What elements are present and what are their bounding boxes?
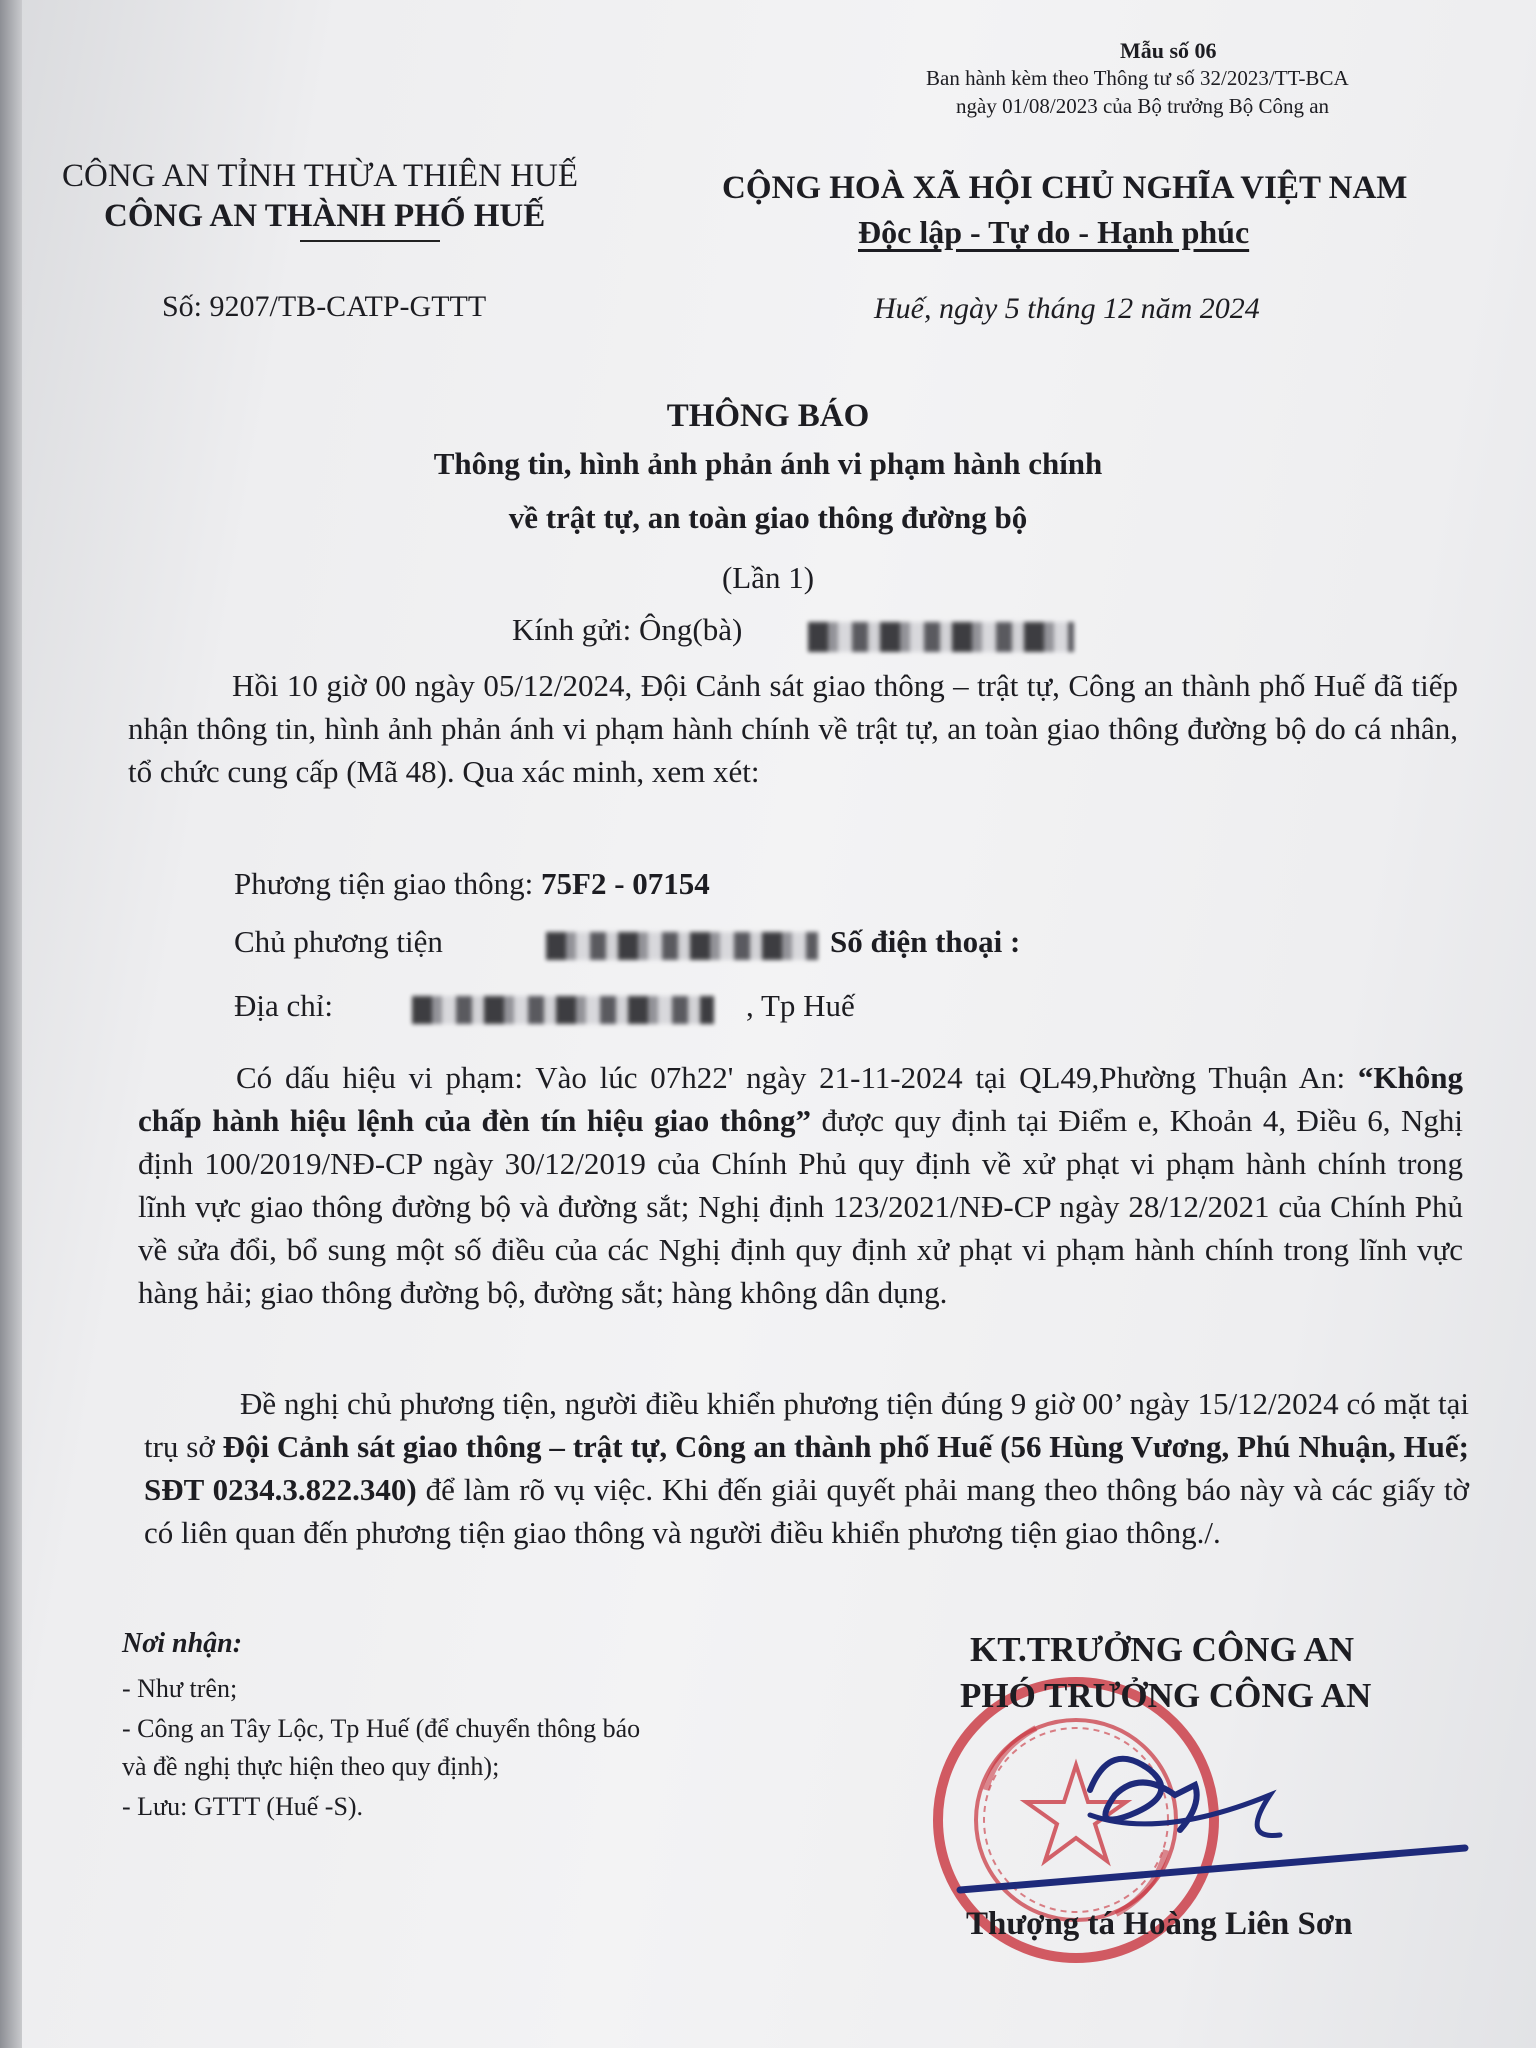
national-title: CỘNG HOÀ XÃ HỘI CHỦ NGHĨA VIỆT NAM [722,170,1408,206]
phone-label: Số điện thoại : [830,924,1021,959]
national-motto: Độc lập - Tự do - Hạnh phúc [858,214,1250,250]
agency-name: CÔNG AN THÀNH PHỐ HUẾ [104,198,546,234]
document-subtitle-line1: Thông tin, hình ảnh phản ánh vi phạm hành chính [433,446,1103,481]
paragraph-request [144,1382,1469,1554]
vehicle-plate: 75F2 - 07154 [541,866,710,901]
address-label: Địa chỉ: [234,988,333,1023]
request-office-address: Đội Cảnh sát giao thông – trật tự, Công an thành phố Huế (56 Hùng Vương, Phú Nhuận, Huế; SĐT 0234.3.822.340) [144,1429,1469,1507]
document-date: Huế, ngày 5 tháng 12 năm 2024 [874,292,1260,325]
owner-label: Chủ phương tiện [234,924,443,959]
address-city: , Tp Huế [746,988,855,1023]
request-text-intro: Đề nghị chủ phương tiện, người điều khiển phương tiện đúng 9 giờ 00’ ngày 15/12/2024 có mặt tại trụ sở [144,1386,1469,1464]
redacted-address [412,996,714,1024]
vehicle-field [234,866,710,902]
recipient-item: - Công an Tây Lộc, Tp Huế (để chuyển thông báo [122,1714,641,1743]
issue-number: (Lần 1) [721,560,815,595]
recipients-title: Nơi nhận: [122,1628,243,1659]
agency-parent: CÔNG AN TỈNH THỪA THIÊN HUẾ [62,158,579,194]
recipient-item: - Như trên; [122,1674,238,1703]
redacted-recipient-name [808,622,1074,652]
vehicle-label: Phương tiện giao thông: [234,866,542,901]
redacted-owner-name [546,932,818,960]
signer-name: Thượng tá Hoàng Liên Sơn [966,1906,1353,1942]
violation-legal-basis: được quy định tại Điểm e, Khoản 4, Điều 6, Nghị định 100/2019/NĐ-CP ngày 30/12/2019 của Chính Phủ quy định về xử phạt vi phạm hành chính trong lĩnh vực giao thông đường bộ và đường sắt; Nghị định 123/2021/NĐ-CP ngày 28/12/2021 của Chính Phủ về sửa đổi, bổ sung một số điều của các Nghị định quy định xử phạt vi phạm hành chính trong lĩnh vực hàng hải; giao thông đường bộ, đường sắt; hàng không dân dụng. [138,1103,1463,1310]
document-number: Số: 9207/TB-CATP-GTTT [162,290,487,323]
agency-underline [300,240,440,242]
violation-text-intro: Có dấu hiệu vi phạm: Vào lúc 07h22' ngày 21-11-2024 tại QL49,Phường Thuận An: [236,1060,1358,1095]
paragraph-intro: Hồi 10 giờ 00 ngày 05/12/2024, Đội Cảnh sát giao thông – trật tự, Công an thành phố Huế đã tiếp nhận thông tin, hình ảnh phản ánh vi phạm hành chính về trật tự, an toàn giao thông đường bộ do cá nhân, tổ chức cung cấp (Mã 48). Qua xác minh, xem xét: [128,668,1458,789]
recipient-item: - Lưu: GTTT (Huế -S). [122,1792,364,1821]
violation-description: “Không chấp hành hiệu lệnh của đèn tín hiệu giao thông” [138,1060,1463,1138]
request-text-instructions: để làm rõ vụ việc. Khi đến giải quyết phải mang theo thông báo này và các giấy tờ có liên quan đến phương tiện giao thông và người điều khiển phương tiện giao thông./. [144,1472,1469,1550]
form-issuance-line: Ban hành kèm theo Thông tư số 32/2023/TT-BCA [926,66,1349,90]
recipient-label: Kính gửi: Ông(bà) [512,612,743,647]
form-number: Mẫu số 06 [1120,38,1217,63]
document-title: THÔNG BÁO [666,398,870,434]
signature-position: PHÓ TRƯỞNG CÔNG AN [960,1676,1372,1715]
paragraph-violation [138,1056,1463,1314]
form-issuance-date: ngày 01/08/2023 của Bộ trưởng Bộ Công an [956,94,1330,118]
handwritten-signature-icon [940,1700,1500,1920]
signature-authority: KT.TRƯỞNG CÔNG AN [970,1630,1355,1669]
recipient-item: và đề nghị thực hiện theo quy định); [122,1752,500,1781]
document-subtitle-line2: về trật tự, an toàn giao thông đường bộ [508,500,1028,535]
